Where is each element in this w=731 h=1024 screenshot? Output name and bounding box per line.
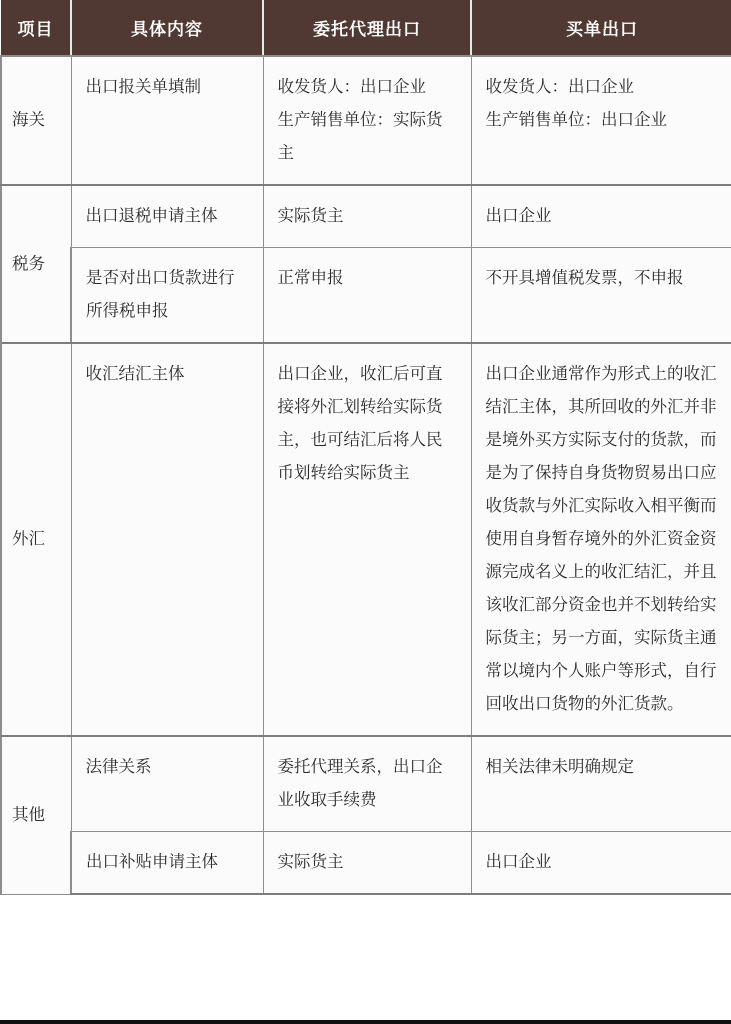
cell-detail-text: 出口报关单填制: [85, 78, 201, 96]
table-row: [1, 343, 731, 736]
cell-agency-export: [263, 832, 471, 895]
cell-buy-order-export-text: 出口企业: [485, 853, 552, 871]
column-header-agency-export: 委托代理出口: [263, 0, 471, 56]
cell-buy-order-export-text: 出口企业通常作为形式上的收汇结汇主体，其所回收的外汇并非是境外买方实际支付的货款，而是为了保持自身货物贸易出口应收货款与外汇实际收入相平衡而使用自身暂存境外的外汇资金资源完成名义上的收汇结汇，并且该收汇部分资金也并不划转给实际货主；另一方面，实际货主通常以境内个人账户等形式，自行回收出口货物的外汇货款。: [485, 365, 717, 713]
cell-buy-order-export: [471, 185, 731, 248]
column-header-detail: 具体内容: [71, 0, 263, 56]
cell-buy-order-export: [471, 736, 731, 832]
cell-detail: [71, 832, 263, 895]
cell-detail: [71, 248, 263, 344]
column-header-item: 项目: [1, 0, 71, 56]
table-row: [1, 248, 731, 344]
cell-agency-export-text: 收发货人：出口企业 生产销售单位：实际货主: [277, 78, 443, 162]
cell-agency-export-text: 委托代理关系，出口企业收取手续费: [277, 758, 443, 809]
cell-detail-text: 出口补贴申请主体: [86, 853, 218, 871]
cell-detail: [71, 185, 263, 248]
row-group-label: 海关: [1, 56, 71, 185]
cell-agency-export: [263, 736, 471, 832]
cell-buy-order-export: [471, 832, 731, 895]
cell-agency-export: [263, 185, 471, 248]
cell-buy-order-export-text: 不开具增值税发票，不申报: [485, 269, 684, 287]
cell-detail-text: 收汇结汇主体: [85, 365, 185, 383]
cell-detail-text: 出口退税申请主体: [85, 207, 218, 225]
cell-detail: [71, 343, 263, 736]
cell-agency-export-text: 正常申报: [277, 269, 344, 287]
row-group-label: 税务: [1, 185, 71, 343]
cell-buy-order-export: [471, 343, 731, 736]
cell-agency-export-text: 实际货主: [277, 853, 344, 871]
cell-agency-export: [263, 56, 471, 185]
bottom-edge-strip: [0, 1020, 731, 1024]
cell-buy-order-export-text: 出口企业: [485, 207, 552, 225]
cell-detail: [71, 56, 263, 185]
table-row: [1, 56, 731, 185]
table-header: [1, 0, 731, 56]
table-row: [1, 832, 731, 895]
row-group-label: 外汇: [1, 343, 71, 736]
cell-buy-order-export-text: 相关法律未明确规定: [485, 758, 634, 776]
column-header-buy-order-export: 买单出口: [471, 0, 731, 56]
cell-agency-export-text: 实际货主: [277, 207, 344, 225]
table-row: [1, 736, 731, 832]
table-row: [1, 185, 731, 248]
cell-agency-export-text: 出口企业，收汇后可直接将外汇划转给实际货主，也可结汇后将人民币划转给实际货主: [277, 365, 443, 482]
cell-detail-text: 法律关系: [85, 758, 152, 776]
table-header-row: [1, 0, 731, 56]
cell-agency-export: [263, 343, 471, 736]
row-group-label: 其他: [1, 736, 71, 894]
table-body: [1, 56, 731, 894]
cell-detail-text: 是否对出口货款进行所得税申报: [86, 269, 235, 320]
cell-buy-order-export: [471, 248, 731, 344]
cell-buy-order-export: [471, 56, 731, 185]
cell-detail: [71, 736, 263, 832]
cell-buy-order-export-text: 收发货人：出口企业 生产销售单位：出口企业: [485, 78, 667, 129]
cell-agency-export: [263, 248, 471, 344]
